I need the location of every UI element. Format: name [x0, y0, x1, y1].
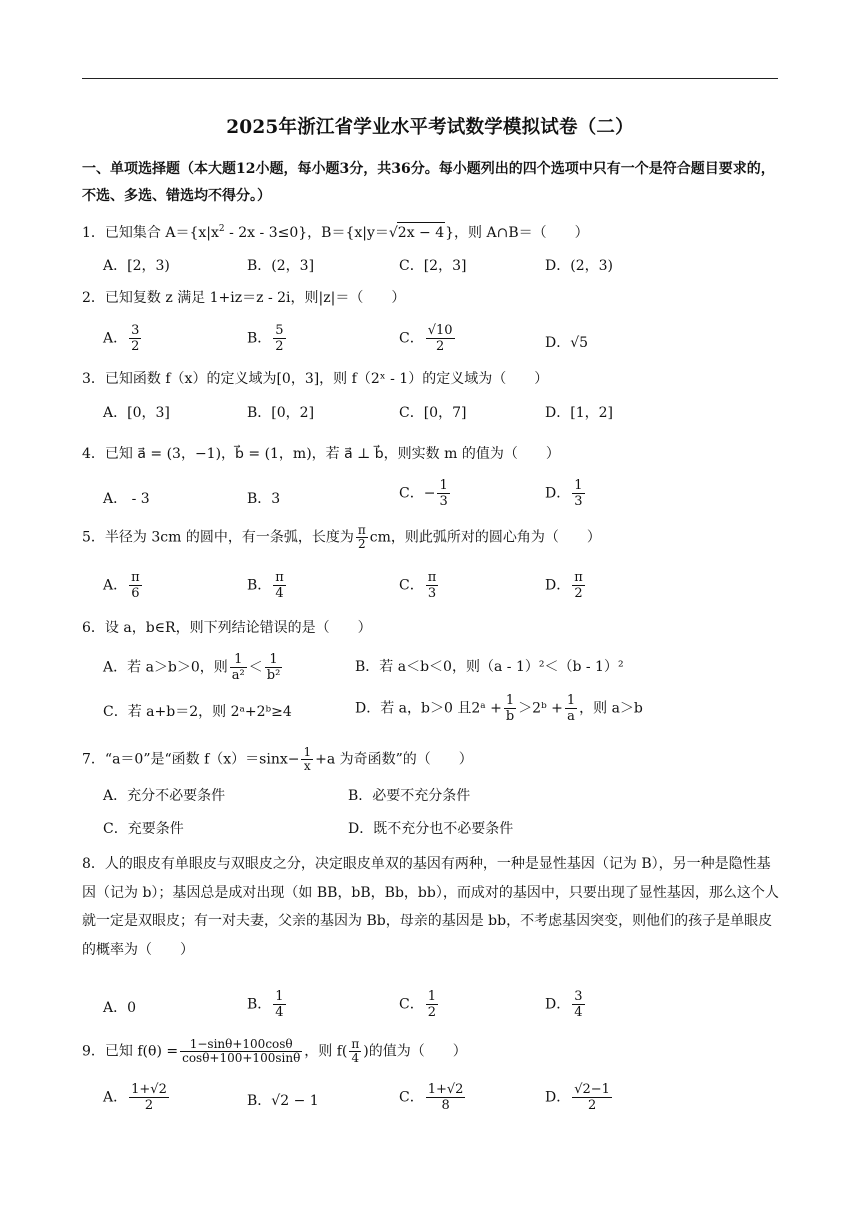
option-a[interactable]: A．0 — [103, 1000, 137, 1016]
option-c[interactable]: C． $\frac{1}{2}$ — [399, 989, 436, 1020]
option-d[interactable]: D． $\frac{√2-1}{2}$ — [545, 1082, 610, 1113]
option-a[interactable]: A．充分不必要条件 — [103, 788, 226, 804]
option-b[interactable]: B． $\frac{5}{2}$ — [247, 323, 284, 354]
option-c[interactable]: C．充要条件 — [103, 821, 184, 837]
option-b[interactable]: B．必要不充分条件 — [348, 788, 471, 804]
question-4 — [82, 444, 560, 464]
option-d[interactable]: D．(2，3) — [545, 258, 613, 274]
question-5: 5．半径为 3cm 的圆中，有一条弧，长度为 $\frac{\pi}{2}$ cm，则此弧所对的圆心角为（ ） — [82, 523, 601, 551]
option-a[interactable]: A．[2，3) — [103, 258, 170, 274]
question-number: 9． — [82, 1043, 105, 1060]
option-c[interactable]: C． $\frac{\pi}{3}$ — [399, 570, 437, 601]
option-c[interactable]: C． $\frac{√10}{2}$ — [399, 323, 453, 354]
question-stem: 已知复数 z 满足 1+iz＝z - 2i，则|z|＝（ ） — [104, 290, 406, 306]
question-stem: 半径为 3cm 的圆中，有一条弧，长度为 — [104, 529, 354, 546]
option-a[interactable]: A． $\frac{\pi}{6}$ — [103, 570, 140, 601]
option-b[interactable]: B．[0，2] — [247, 405, 315, 421]
option-b[interactable]: B．√2 − 1 — [247, 1093, 319, 1109]
question-stem: 已知 f(θ) = — [104, 1043, 179, 1060]
option-c[interactable]: C．[2，3] — [399, 258, 467, 274]
question-2 — [82, 288, 405, 308]
question-stem: - 2x - 3≤0}，B＝{x|y＝ — [224, 225, 389, 241]
question-1: 1．已知集合 $A=\{x|x^2 - 2x - 3\le 0\}$，B＝{x|y＝√2x − 4}，则 A∩B＝（ ） — [82, 224, 589, 241]
question-number: 7． — [82, 751, 105, 768]
question-number: 6． — [82, 620, 105, 636]
question-stem: +a 为奇函数”的（ ） — [315, 751, 473, 768]
question-stem: )的值为（ ） — [363, 1043, 467, 1060]
question-6 — [82, 618, 372, 638]
question-8 — [82, 850, 782, 964]
question-stem: 人的眼皮有单眼皮与双眼皮之分，决定眼皮单双的基因有两种，一种是显性基因（记为 B），另一种是隐性基因（记为 b）；基因总是成对出现（如 BB，bB，Bb，bb），而成对的基因中，只要出现了显性基因，那么这个人就一定是双眼皮；有一对夫妻，父亲的基因为 Bb，母亲的基因是 bb，不考虑基因突变，则他们的孩子是单眼皮的概率为（ ） — [82, 856, 779, 958]
option-d[interactable]: D．若 a，b＞0 且2ᵃ + $\frac{1}{b}$ ＞2ᵇ + $\frac{1}{a}$ ，则 a＞b — [355, 693, 643, 724]
option-c[interactable]: C．[0，7] — [399, 405, 467, 421]
option-a[interactable]: A． $\frac{1+√2}{2}$ — [103, 1082, 167, 1113]
option-d[interactable]: D．√5 — [545, 335, 589, 351]
option-a[interactable]: A．若 a＞b＞0，则 $\frac{1}{\text{a²}}$ ＜ $\frac{1}{\text{b²}}$ — [103, 652, 281, 683]
question-number: 3． — [82, 371, 105, 387]
question-stem: 已知 a⃗ = (3，−1)，b⃗ = (1，m)，若 a⃗ ⊥ b⃗，则实数 m 的值为（ ） — [104, 446, 560, 462]
page-title: 2025年浙江省学业水平考试数学模拟试卷（二） — [226, 117, 634, 138]
option-d[interactable]: D．既不充分也不必要条件 — [348, 821, 514, 837]
question-number: 5． — [82, 529, 105, 546]
option-b[interactable]: B． $\frac{\pi}{4}$ — [247, 570, 284, 601]
option-d[interactable]: D． $\frac{1}{3}$ — [545, 478, 583, 509]
question-number: 8． — [82, 856, 105, 872]
question-number: 2． — [82, 290, 105, 306]
header-rule — [82, 78, 778, 79]
option-b[interactable]: B．3 — [247, 491, 281, 507]
question-stem: 设 a，b∈R，则下列结论错误的是（ ） — [104, 620, 372, 636]
question-stem: }，则 A∩B＝（ ） — [445, 225, 589, 241]
question-7: 7．“a＝0”是“函数 f（x）＝sinx− $\frac{1}{x}$ +a 为奇函数”的（ ） — [82, 745, 473, 773]
option-a[interactable]: A． - 3 — [103, 491, 150, 507]
option-d[interactable]: D． $\frac{3}{4}$ — [545, 989, 583, 1020]
option-d[interactable]: D．[1，2] — [545, 405, 613, 421]
option-a[interactable]: A． $\frac{3}{2}$ — [103, 323, 140, 354]
option-c[interactable]: C．若 a+b＝2，则 2ᵃ+2ᵇ≥4 — [103, 704, 292, 720]
option-c[interactable]: C．− $\frac{1}{3}$ — [399, 478, 448, 509]
question-3 — [82, 369, 548, 389]
question-number: 4． — [82, 446, 105, 462]
option-c[interactable]: C． $\frac{1+√2}{8}$ — [399, 1082, 464, 1113]
option-b[interactable]: B． $\frac{1}{4}$ — [247, 989, 284, 1020]
option-d[interactable]: D． $\frac{\pi}{2}$ — [545, 570, 583, 601]
question-9: 9．已知 f(θ) = $\frac{1-\sin\theta+100\cos\theta}{\cos\theta+100+100\sin\theta}$ ，则 f( $\frac{\pi}{4}$ )的值为（ ） — [82, 1037, 467, 1065]
question-stem: 已知函数 f（x）的定义域为[0，3]，则 f（2ˣ - 1）的定义域为（ ） — [104, 371, 549, 387]
sqrt-symbol: √2x − 4 — [389, 222, 445, 243]
question-stem: 已知集合 A＝{x|x — [104, 225, 219, 241]
option-a[interactable]: A．[0，3] — [103, 405, 170, 421]
question-stem: ，则 f( — [304, 1043, 348, 1060]
question-stem: cm，则此弧所对的圆心角为（ ） — [369, 529, 601, 546]
option-b[interactable]: B．(2，3] — [247, 258, 315, 274]
question-stem: “a＝0”是“函数 f（x）＝sinx− — [104, 751, 300, 768]
section-heading: 一、单项选择题（本大题12小题，每小题3分，共36分。每小题列出的四个选项中只有一个是符合题目要求的，不选、多选、错选均不得分。） — [82, 161, 775, 204]
option-b[interactable]: B．若 a＜b＜0，则（a - 1）²＜（b - 1）² — [355, 659, 624, 675]
question-number: 1． — [82, 225, 105, 241]
